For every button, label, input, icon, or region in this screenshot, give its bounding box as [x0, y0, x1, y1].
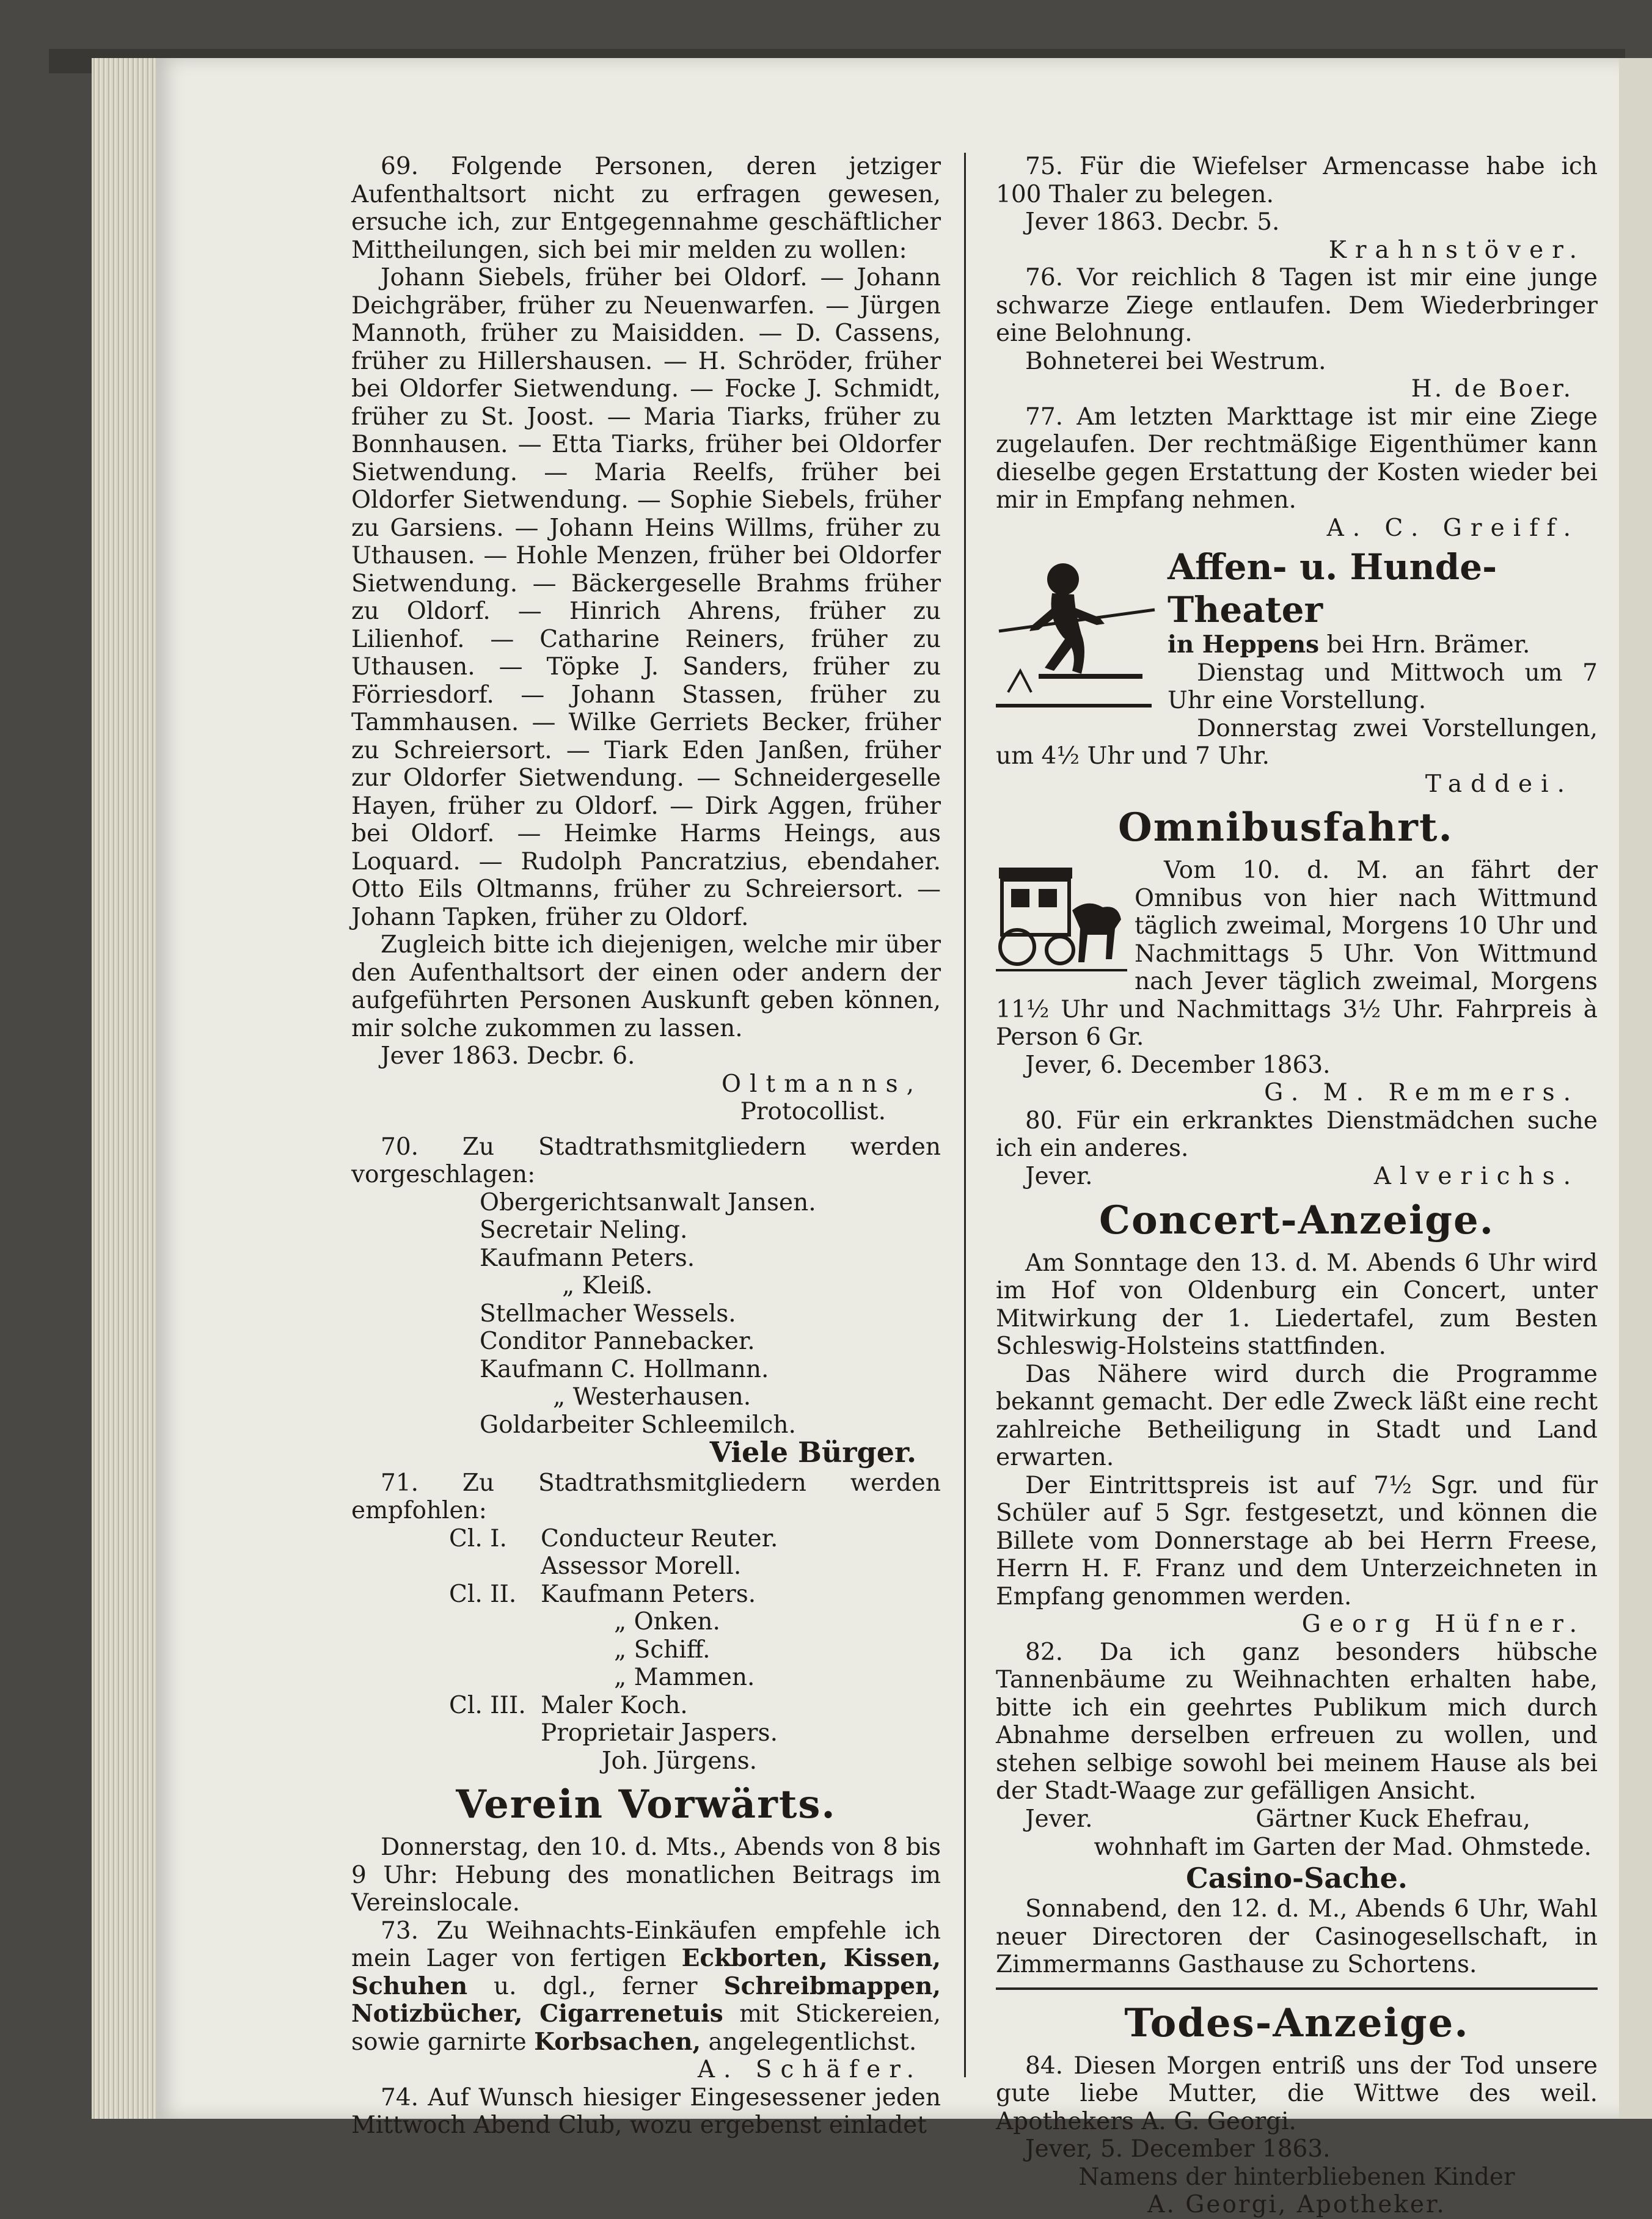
candidate: Kaufmann Peters. — [480, 1244, 695, 1272]
notice-69-request: Zugleich bitte ich diejenigen, welche mir über den Aufenthaltsort der einen oder andern der aufgeführten Personen Auskunft geben können, mir solche zukommen zu lassen. — [351, 931, 941, 1042]
casino-title: Casino-Sache. — [1186, 1862, 1408, 1895]
notice-77-text: 77. Am letzten Markttage ist mir eine Ziege zugelaufen. Der rechtmäßige Eigenthümer kann dieselbe gegen Erstattung der Kosten wieder bei mir in Empfang nehmen. — [996, 403, 1598, 514]
recommended: Conducteur Reuter. — [541, 1524, 778, 1552]
theater-ad — [996, 546, 1598, 798]
candidate: Westerhausen. — [572, 1383, 751, 1411]
ditto-mark: „ — [614, 1664, 627, 1691]
notice-73-signer: A. Schäfer. — [697, 2056, 923, 2083]
candidate: Conditor Pannebacker. — [480, 1328, 755, 1355]
notice-69-date: Jever 1863. Decbr. 6. — [381, 1042, 635, 1070]
notice-69 — [351, 153, 941, 1126]
recommended: Assessor Morell. — [541, 1552, 742, 1580]
notice-80-signer: Alverichs. — [1373, 1163, 1579, 1190]
death-notice-text: 84. Diesen Morgen entriß uns der Tod unsere gute liebe Mutter, die Wittwe des weil. Apothekers A. G. Georgi. — [996, 2052, 1598, 2135]
notice-73-goods: Schreibmappen, Notizbücher, Cigarrenetuis — [351, 1972, 941, 2028]
notice-77 — [996, 403, 1598, 543]
candidate: Stellmacher Wessels. — [480, 1300, 736, 1328]
notice-76-place: Bohneterei bei Westrum. — [1025, 347, 1326, 375]
theater-schedule-2: Donnerstag zwei Vorstellungen, um 4½ Uhr und 7 Uhr. — [996, 714, 1598, 770]
notice-80-text: 80. Für ein erkranktes Dienstmädchen suche ich ein anderes. — [996, 1106, 1598, 1162]
notice-76-text: 76. Vor reichlich 8 Tagen ist mir eine junge schwarze Ziege entlaufen. Dem Wiederbringer eine Belohnung. — [996, 264, 1598, 347]
notice-82-text: 82. Da ich ganz besonders hübsche Tannenbäume zu Weihnachten erhalten habe, bitte ich ein geehrtes Publikum mich durch Abnahme derselben erfreuen zu wollen, und stehen selbige sowohl bei meinem Hause als bei der Stadt-Waage zur gefälligen Ansicht. — [996, 1638, 1598, 1805]
theater-title: Affen- u. Hunde-Theater — [1168, 546, 1497, 631]
notice-69-signer: Oltmanns, — [722, 1070, 923, 1098]
stagecoach-icon — [996, 861, 1127, 978]
column-divider — [964, 153, 966, 2077]
notice-70 — [351, 1133, 941, 1467]
notice-82-signer: Gärtner Kuck Ehefrau, — [1255, 1805, 1530, 1833]
notice-80 — [996, 1107, 1598, 1191]
notice-74 — [351, 2084, 941, 2140]
notice-69-signer-title: Protocollist. — [740, 1098, 886, 1125]
recommended: Kaufmann Peters. — [541, 1580, 756, 1608]
notice-69-persons: Johann Siebels, früher bei Oldorf. — Johann Deichgräber, früher zu Neuenwarfen. — Jürgen Mannoth, früher zu Maisidden. — D. Cassens, früher zu Hillershausen. — H. Schröder, früher bei Oldorfer Sietwendung. — Focke J. Schmidt, früher zu St. Joost. — Maria Tiarks, früher zu Bonnhausen. — Etta Tiarks, früher bei Oldorfer Sietwendung. — Maria Reelfs, früher bei Oldorfer Sietwendung. — Sophie Siebels, früher zu Garsiens. — Johann Heins Willms, früher zu Uthausen. — Hohle Menzen, früher bei Oldorfer Sietwendung. — Bäckergeselle Brahms früher zu Oldorf. — Hinrich Ahrens, früher zu Lilienhof. — Catharine Reiners, früher zu Uthausen. — Töpke J. Sanders, früher zu Förriesdorf. — Johann Stassen, früher zu Tammhausen. — Wilke Gerriets Becker, früher zu Schreiersort. — Tiark Eden Janßen, früher zur Oldorfer Sietwendung. — Schneidergeselle Hayen, früher zu Oldorf. — Dirk Aggen, früher bei Oldorf. — Heimke Harms Heings, aus Loquard. — Rudolph Pancratzius, ebendaher. Otto Eils Oltmanns, früher zu Schreiersort. — Johann Tapken, früher zu Oldorf. — [351, 264, 941, 931]
candidate: Secretair Neling. — [480, 1216, 688, 1244]
ditto-mark: „ — [553, 1383, 566, 1411]
ditto-mark: „ — [614, 1636, 627, 1664]
recommended: Proprietair Jaspers. — [541, 1719, 778, 1747]
notice-76-signer: H. de Boer. — [1411, 375, 1573, 403]
notice-70-signer: Viele Bürger. — [709, 1436, 916, 1469]
notice-82 — [996, 1639, 1598, 1862]
concert-signer: Georg Hüfner. — [1301, 1610, 1585, 1638]
candidate: Goldarbeiter Schleemilch. — [480, 1411, 796, 1439]
notice-73-text: 73. Zu Weihnachts-Einkäufen empfehle ich mein Lager von fertigen — [351, 1917, 941, 1972]
notice-71 — [351, 1469, 941, 1775]
class-label: Cl. II. — [449, 1580, 517, 1608]
omnibus-date: Jever, 6. December 1863. — [1025, 1051, 1331, 1079]
notice-71-intro: 71. Zu Stadtrathsmitgliedern werden empfohlen: — [351, 1469, 941, 1524]
class-label: Cl. I. — [449, 1524, 507, 1552]
candidate: Kleiß. — [582, 1272, 653, 1300]
theater-location: in Heppens — [1168, 631, 1320, 659]
verein-title: Verein Vorwärts. — [456, 1782, 836, 1827]
death-notice-date: Jever, 5. December 1863. — [1025, 2135, 1331, 2163]
omnibus-title: Omnibusfahrt. — [1118, 805, 1453, 850]
concert-ad — [996, 1196, 1598, 1639]
page-edges — [92, 58, 159, 2119]
casino-text: Sonnabend, den 12. d. M., Abends 6 Uhr, Wahl neuer Directoren der Casinogesellschaft, in Zimmermanns Gasthause zu Schortens. — [996, 1895, 1598, 1978]
concert-title: Concert-Anzeige. — [1099, 1197, 1494, 1243]
candidate: Obergerichtsanwalt Jansen. — [480, 1188, 816, 1216]
notice-77-signer: A. C. Greiff. — [1326, 514, 1579, 542]
recommended: Maler Koch. — [541, 1691, 688, 1719]
notice-73-text: mit Stickereien, sowie garnirte — [351, 2000, 941, 2056]
notice-75-signer: Krahnstöver. — [1328, 236, 1585, 264]
ditto-mark: „ — [562, 1272, 575, 1300]
concert-p2: Das Nähere wird durch die Programme bekannt gemacht. Der edle Zweck läßt eine recht zahlreiche Betheiligung in Stadt und Land erwarten. — [996, 1360, 1598, 1471]
omnibus-ad — [996, 803, 1598, 1107]
theater-schedule-1: Dienstag und Mittwoch um 7 Uhr eine Vorstellung. — [1168, 659, 1598, 714]
next-page-edge — [1619, 58, 1652, 2119]
recommended: Mammen. — [634, 1664, 755, 1691]
monkey-illustration — [996, 546, 1158, 729]
notice-75 — [996, 153, 1598, 264]
recommended: Onken. — [634, 1608, 720, 1636]
left-column — [351, 153, 941, 2140]
notice-73-text: angelegentlichst. — [708, 2028, 917, 2056]
monkey-acrobat-icon — [996, 546, 1158, 729]
recommended: Joh. Jürgens. — [602, 1747, 757, 1775]
death-notice-line: Namens der hinterbliebenen Kinder — [1078, 2163, 1515, 2191]
notice-70-intro: 70. Zu Stadtrathsmitgliedern werden vorgeschlagen: — [351, 1133, 941, 1188]
casino-ad — [996, 1861, 1598, 1979]
candidate: Kaufmann C. Hollmann. — [480, 1355, 769, 1383]
omnibus-text: Vom 10. d. M. an fährt der Omnibus von hier nach Wittmund täglich zweimal, Morgens 10 Uhr und Nachmittags 5 Uhr. Von Wittmund nach Jever täglich zweimal, Morgens 11½ Uhr und Nachmittags 3½ Uhr. Fahrpreis à Person 6 Gr. — [996, 857, 1598, 1051]
notice-82-address: wohnhaft im Garten der Mad. Ohmstede. — [1094, 1833, 1592, 1861]
recommended: Schiff. — [634, 1636, 711, 1664]
verein-vorwaerts — [351, 1780, 941, 1917]
notice-73 — [351, 1917, 941, 2084]
omnibus-signer: G. M. Remmers. — [1264, 1079, 1579, 1106]
right-column — [996, 153, 1598, 2219]
theater-signer: Taddei. — [1425, 770, 1573, 798]
class-label: Cl. III. — [449, 1691, 526, 1719]
notice-75-date: Jever 1863. Decbr. 5. — [1025, 208, 1280, 236]
theater-host: bei Hrn. Brämer. — [1326, 631, 1530, 659]
notice-75-text: 75. Für die Wiefelser Armencasse habe ich 100 Thaler zu belegen. — [996, 153, 1598, 208]
notice-73-goods: Eckborten, Kissen, Schuhen — [351, 1944, 941, 2000]
notice-82-place: Jever. — [1025, 1805, 1093, 1833]
notice-76 — [996, 264, 1598, 403]
notice-74-text: 74. Auf Wunsch hiesiger Eingesessener jeden Mittwoch Abend Club, wozu ergebenst einladet — [351, 2083, 941, 2139]
death-notice-title: Todes-Anzeige. — [1124, 2000, 1469, 2046]
death-notice-signer: A. Georgi, Apotheker. — [1147, 2191, 1446, 2218]
concert-p1: Am Sonntage den 13. d. M. Abends 6 Uhr wird im Hof von Oldenburg ein Concert, unter Mitwirkung der 1. Liedertafel, zum Besten Schleswig-Holsteins stattfinden. — [996, 1249, 1598, 1360]
notice-73-text: u. dgl., ferner — [494, 1972, 698, 2000]
coach-illustration — [996, 861, 1127, 978]
notice-73-goods: Korbsachen, — [534, 2027, 701, 2056]
ditto-mark: „ — [614, 1608, 627, 1636]
concert-p3: Der Eintrittspreis ist auf 7½ Sgr. und für Schüler auf 5 Sgr. festgesetzt, und können die Billete vom Donnerstage ab bei Herrn Freese, Herrn H. F. Franz und dem Unterzeichneten in Empfang genommen werden. — [996, 1471, 1598, 1610]
notice-80-place: Jever. — [1025, 1162, 1093, 1190]
notice-69-intro: 69. Folgende Personen, deren jetziger Aufenthaltsort nicht zu erfragen gewesen, ersuche ich, zur Entgegennahme geschäftlicher Mittheilungen, sich bei mir melden zu wollen: — [351, 153, 941, 264]
verein-text: Donnerstag, den 10. d. Mts., Abends von 8 bis 9 Uhr: Hebung des monatlichen Beitrags im Vereinslocale. — [351, 1833, 941, 1917]
section-rule — [996, 1987, 1598, 1990]
death-notice — [996, 1998, 1598, 2219]
